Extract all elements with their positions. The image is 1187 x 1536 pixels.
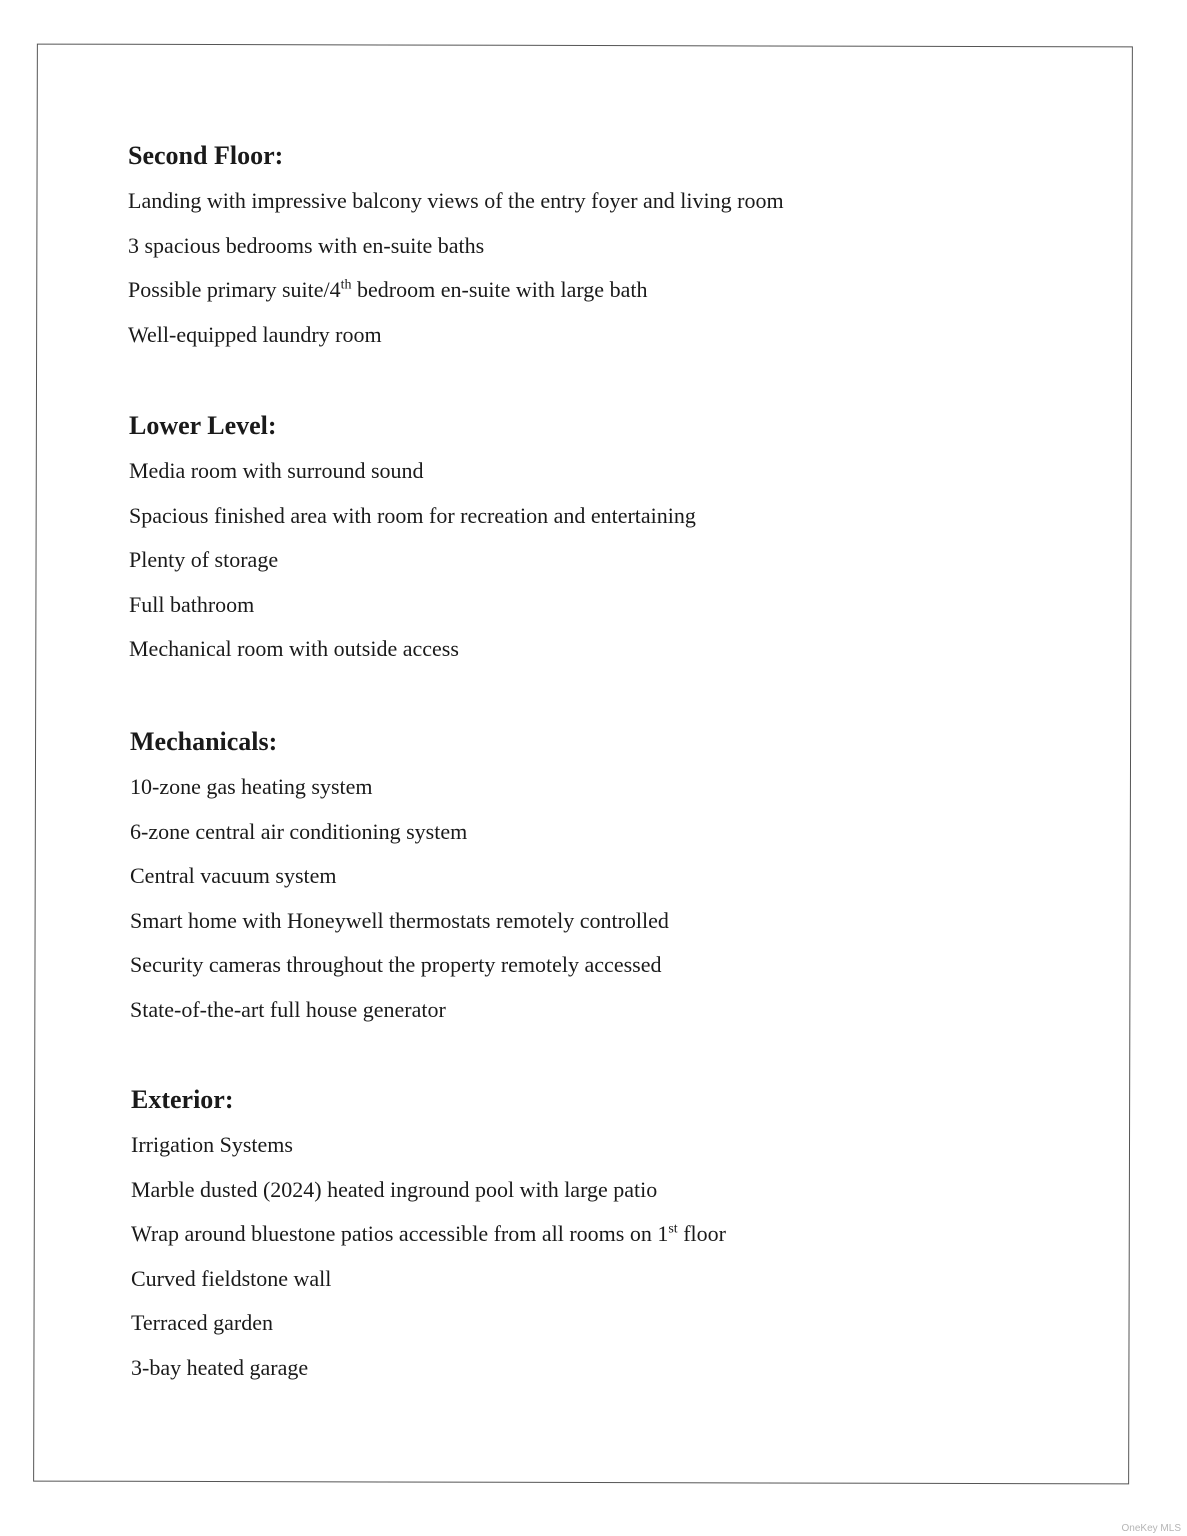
item-text: bedroom en-suite with large bath — [351, 277, 648, 302]
list-item — [128, 277, 1128, 303]
list-item: Smart home with Honeywell thermostats remotely controlled — [130, 907, 669, 933]
list-item: Landing with impressive balcony views of the entry foyer and living room — [128, 188, 784, 213]
ordinal-suffix: st — [668, 1221, 678, 1237]
section-second-floor — [128, 141, 1128, 366]
list-item: State-of-the-art full house generator — [130, 996, 446, 1022]
section-heading: Lower Level: — [129, 411, 277, 440]
list-item: Full bathroom — [129, 591, 255, 617]
ordinal-suffix: th — [340, 277, 352, 293]
list-item: 6-zone central air conditioning system — [130, 818, 468, 844]
section-heading: Exterior: — [131, 1085, 234, 1114]
list-item: Security cameras throughout the property remotely accessed — [130, 952, 662, 977]
list-item: Well-equipped laundry room — [128, 321, 382, 347]
list-item: Media room with surround sound — [129, 458, 424, 483]
list-item: Central vacuum system — [130, 863, 337, 888]
item-text: floor — [677, 1221, 726, 1246]
list-item: Spacious finished area with room for recreation and entertaining — [129, 502, 696, 528]
watermark: OneKey MLS — [1121, 1523, 1181, 1534]
list-item: Irrigation Systems — [131, 1132, 293, 1157]
section-heading: Mechanicals: — [130, 727, 278, 756]
section-heading: Second Floor: — [128, 141, 284, 170]
list-item: 3 spacious bedrooms with en-suite baths — [128, 232, 485, 258]
section-exterior — [131, 1085, 1131, 1399]
section-mechanicals — [130, 727, 1130, 1041]
list-item: Plenty of storage — [129, 547, 279, 572]
list-item: 3-bay heated garage — [131, 1354, 309, 1380]
section-lower-level — [129, 411, 1129, 681]
item-text: Possible primary suite/4 — [128, 277, 341, 302]
item-text: Wrap around bluestone patios accessible from all rooms on 1 — [131, 1221, 669, 1246]
list-item: Mechanical room with outside access — [129, 636, 459, 661]
list-item: 10-zone gas heating system — [130, 774, 373, 799]
list-item: Marble dusted (2024) heated inground pool with large patio — [131, 1176, 658, 1202]
list-item — [131, 1221, 1131, 1247]
list-item: Curved fieldstone wall — [131, 1265, 332, 1291]
list-item: Terraced garden — [131, 1310, 273, 1335]
